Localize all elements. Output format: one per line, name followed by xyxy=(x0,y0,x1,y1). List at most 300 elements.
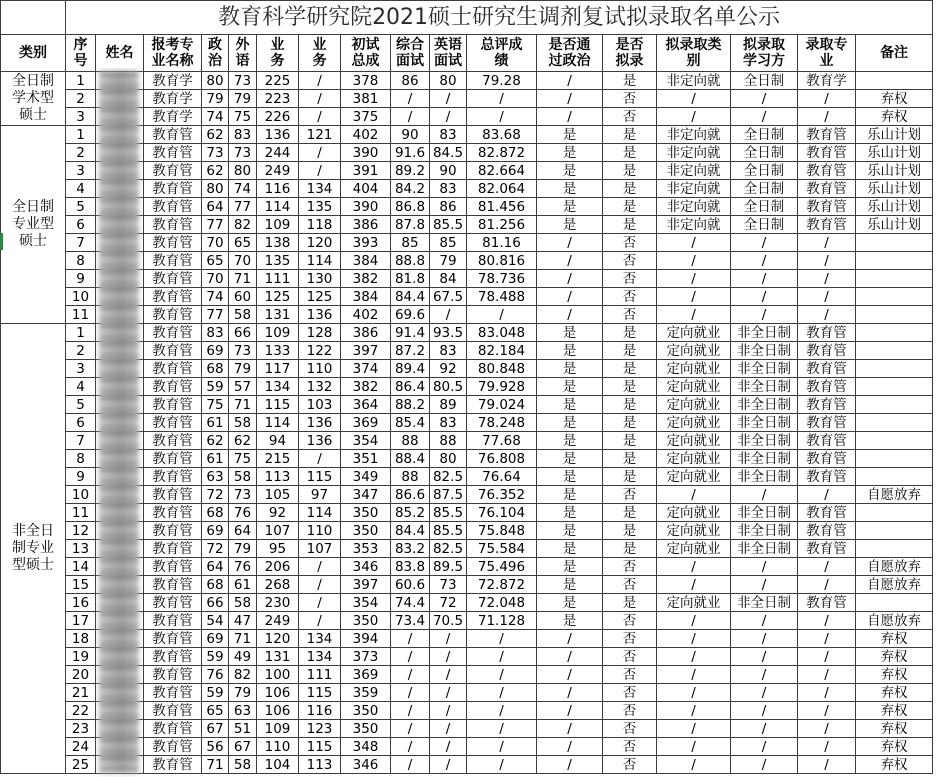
politics-pass-cell[interactable]: 是 xyxy=(537,126,603,144)
applied-major-cell[interactable]: 教育管 xyxy=(144,162,202,180)
politics-score-cell[interactable]: 59 xyxy=(202,684,229,702)
admit-flag-header[interactable]: 是否 拟录 xyxy=(603,35,657,72)
english-interview-cell[interactable]: 93.5 xyxy=(430,324,467,342)
remark-cell[interactable]: 弃权 xyxy=(856,108,933,126)
preliminary-total-cell[interactable]: 350 xyxy=(341,504,391,522)
overall-score-cell[interactable]: / xyxy=(467,756,537,774)
english-interview-cell[interactable]: 70.5 xyxy=(430,612,467,630)
applied-major-cell[interactable]: 教育管 xyxy=(144,270,202,288)
comprehensive-interview-cell[interactable]: 89.2 xyxy=(391,162,430,180)
english-interview-cell[interactable]: 83 xyxy=(430,180,467,198)
admit-flag-cell[interactable]: 否 xyxy=(603,684,657,702)
english-interview-cell[interactable]: / xyxy=(430,738,467,756)
comprehensive-interview-cell[interactable]: 60.6 xyxy=(391,576,430,594)
politics-score-cell[interactable]: 75 xyxy=(202,396,229,414)
subject1-score-cell[interactable]: 244 xyxy=(257,144,299,162)
applied-major-cell[interactable]: 教育管 xyxy=(144,414,202,432)
remark-cell[interactable]: 自愿放弃 xyxy=(856,486,933,504)
admit-flag-cell[interactable]: 是 xyxy=(603,522,657,540)
overall-score-cell[interactable]: / xyxy=(467,702,537,720)
applied-major-cell[interactable]: 教育学 xyxy=(144,108,202,126)
seq-cell[interactable]: 9 xyxy=(66,270,96,288)
seq-cell[interactable]: 11 xyxy=(66,504,96,522)
remark-cell[interactable] xyxy=(856,504,933,522)
seq-cell[interactable]: 6 xyxy=(66,414,96,432)
study-mode-cell[interactable]: / xyxy=(731,612,798,630)
seq-cell[interactable]: 24 xyxy=(66,738,96,756)
preliminary-total-cell[interactable]: 369 xyxy=(341,414,391,432)
preliminary-total-header[interactable]: 初试 总成 xyxy=(341,35,391,72)
study-mode-cell[interactable]: 非全日制 xyxy=(731,324,798,342)
subject2-score-cell[interactable]: / xyxy=(299,576,341,594)
overall-score-cell[interactable]: 80.848 xyxy=(467,360,537,378)
politics-pass-cell[interactable]: 是 xyxy=(537,486,603,504)
comprehensive-interview-cell[interactable]: 81.8 xyxy=(391,270,430,288)
name-cell[interactable] xyxy=(96,468,144,486)
admitted-major-cell[interactable]: / xyxy=(798,252,856,270)
name-cell[interactable] xyxy=(96,378,144,396)
study-mode-cell[interactable]: 全日制 xyxy=(731,162,798,180)
applied-major-cell[interactable]: 教育管 xyxy=(144,720,202,738)
english-interview-cell[interactable]: 84.5 xyxy=(430,144,467,162)
subject2-score-cell[interactable]: / xyxy=(299,612,341,630)
name-cell[interactable] xyxy=(96,270,144,288)
politics-pass-cell[interactable]: / xyxy=(537,108,603,126)
study-mode-cell[interactable]: / xyxy=(731,738,798,756)
name-cell[interactable] xyxy=(96,756,144,774)
comprehensive-interview-cell[interactable]: 84.4 xyxy=(391,288,430,306)
name-cell[interactable] xyxy=(96,144,144,162)
subject1-score-cell[interactable]: 226 xyxy=(257,108,299,126)
remark-cell[interactable] xyxy=(856,594,933,612)
admitted-major-cell[interactable]: 教育管 xyxy=(798,540,856,558)
politics-pass-cell[interactable]: 是 xyxy=(537,180,603,198)
overall-score-cell[interactable]: 76.104 xyxy=(467,504,537,522)
politics-pass-cell[interactable]: / xyxy=(537,288,603,306)
overall-score-cell[interactable]: 76.808 xyxy=(467,450,537,468)
english-interview-cell[interactable]: 79 xyxy=(430,252,467,270)
remark-cell[interactable]: 弃权 xyxy=(856,630,933,648)
politics-score-cell[interactable]: 77 xyxy=(202,306,229,324)
name-cell[interactable] xyxy=(96,738,144,756)
admitted-major-cell[interactable]: / xyxy=(798,648,856,666)
overall-score-cell[interactable]: / xyxy=(467,306,537,324)
study-mode-cell[interactable]: 全日制 xyxy=(731,126,798,144)
name-cell[interactable] xyxy=(96,540,144,558)
preliminary-total-cell[interactable]: 402 xyxy=(341,306,391,324)
overall-score-cell[interactable]: 79.28 xyxy=(467,72,537,90)
english-interview-cell[interactable]: 85.5 xyxy=(430,216,467,234)
comprehensive-interview-cell[interactable]: / xyxy=(391,720,430,738)
name-cell[interactable] xyxy=(96,126,144,144)
english-interview-cell[interactable]: 80 xyxy=(430,72,467,90)
admitted-major-cell[interactable]: / xyxy=(798,756,856,774)
remark-cell[interactable] xyxy=(856,522,933,540)
politics-score-cell[interactable]: 67 xyxy=(202,720,229,738)
applied-major-cell[interactable]: 教育管 xyxy=(144,522,202,540)
seq-cell[interactable]: 4 xyxy=(66,378,96,396)
study-mode-cell[interactable]: / xyxy=(731,630,798,648)
subject1-score-cell[interactable]: 92 xyxy=(257,504,299,522)
admitted-major-cell[interactable]: 教育管 xyxy=(798,414,856,432)
politics-score-cell[interactable]: 72 xyxy=(202,486,229,504)
admitted-major-cell[interactable]: / xyxy=(798,576,856,594)
subject2-score-cell[interactable]: 97 xyxy=(299,486,341,504)
remark-cell[interactable]: 弃权 xyxy=(856,702,933,720)
subject2-score-cell[interactable]: 115 xyxy=(299,738,341,756)
english-interview-cell[interactable]: 82.5 xyxy=(430,540,467,558)
subject2-score-cell[interactable]: / xyxy=(299,594,341,612)
politics-score-cell[interactable]: 77 xyxy=(202,216,229,234)
politics-score-cell[interactable]: 62 xyxy=(202,162,229,180)
seq-cell[interactable]: 3 xyxy=(66,162,96,180)
admission-type-cell[interactable]: / xyxy=(657,684,731,702)
admit-flag-cell[interactable]: 否 xyxy=(603,306,657,324)
admission-type-cell[interactable]: 定向就业 xyxy=(657,378,731,396)
subject1-score-cell[interactable]: 107 xyxy=(257,522,299,540)
politics-pass-header[interactable]: 是否通 过政治 xyxy=(537,35,603,72)
admitted-major-cell[interactable]: / xyxy=(798,270,856,288)
english-interview-cell[interactable]: 88 xyxy=(430,432,467,450)
politics-score-cell[interactable]: 66 xyxy=(202,594,229,612)
subject1-score-cell[interactable]: 131 xyxy=(257,306,299,324)
english-interview-cell[interactable]: 82.5 xyxy=(430,468,467,486)
name-cell[interactable] xyxy=(96,162,144,180)
subject2-score-cell[interactable]: 130 xyxy=(299,270,341,288)
politics-score-cell[interactable]: 68 xyxy=(202,360,229,378)
seq-cell[interactable]: 25 xyxy=(66,756,96,774)
name-cell[interactable] xyxy=(96,594,144,612)
admit-flag-cell[interactable]: 是 xyxy=(603,378,657,396)
remark-cell[interactable]: 乐山计划 xyxy=(856,180,933,198)
name-cell[interactable] xyxy=(96,486,144,504)
overall-score-cell[interactable]: 78.248 xyxy=(467,414,537,432)
remark-cell[interactable] xyxy=(856,270,933,288)
admission-type-cell[interactable]: 定向就业 xyxy=(657,324,731,342)
admit-flag-cell[interactable]: 是 xyxy=(603,342,657,360)
name-cell[interactable] xyxy=(96,630,144,648)
foreign-language-score-cell[interactable]: 62 xyxy=(229,432,257,450)
politics-pass-cell[interactable]: / xyxy=(537,306,603,324)
admission-type-cell[interactable]: / xyxy=(657,234,731,252)
politics-score-cell[interactable]: 61 xyxy=(202,450,229,468)
remark-cell[interactable] xyxy=(856,234,933,252)
admission-type-cell[interactable]: / xyxy=(657,486,731,504)
remark-cell[interactable]: 弃权 xyxy=(856,648,933,666)
study-mode-cell[interactable]: 全日制 xyxy=(731,72,798,90)
study-mode-cell[interactable]: 非全日制 xyxy=(731,504,798,522)
preliminary-total-cell[interactable]: 402 xyxy=(341,126,391,144)
remark-cell[interactable] xyxy=(856,414,933,432)
comprehensive-interview-cell[interactable]: / xyxy=(391,90,430,108)
foreign-language-score-cell[interactable]: 58 xyxy=(229,306,257,324)
english-interview-cell[interactable]: / xyxy=(430,756,467,774)
admit-flag-cell[interactable]: 否 xyxy=(603,576,657,594)
english-interview-cell[interactable]: / xyxy=(430,702,467,720)
admitted-major-cell[interactable]: 教育管 xyxy=(798,468,856,486)
comprehensive-interview-cell[interactable]: 89.4 xyxy=(391,360,430,378)
remark-cell[interactable] xyxy=(856,288,933,306)
overall-score-cell[interactable]: 75.848 xyxy=(467,522,537,540)
name-cell[interactable] xyxy=(96,432,144,450)
name-cell[interactable] xyxy=(96,396,144,414)
seq-cell[interactable]: 23 xyxy=(66,720,96,738)
subject1-score-cell[interactable]: 225 xyxy=(257,72,299,90)
applied-major-cell[interactable]: 教育管 xyxy=(144,144,202,162)
foreign-language-score-cell[interactable]: 83 xyxy=(229,126,257,144)
seq-cell[interactable]: 10 xyxy=(66,486,96,504)
politics-score-cell[interactable]: 65 xyxy=(202,252,229,270)
politics-score-cell[interactable]: 70 xyxy=(202,270,229,288)
subject2-score-cell[interactable]: 136 xyxy=(299,414,341,432)
admission-type-cell[interactable]: / xyxy=(657,108,731,126)
category-header[interactable]: 类别 xyxy=(1,35,66,72)
subject1-score-cell[interactable]: 125 xyxy=(257,288,299,306)
admitted-major-cell[interactable]: / xyxy=(798,630,856,648)
admitted-major-cell[interactable]: 教育管 xyxy=(798,324,856,342)
admitted-major-cell[interactable]: 教育管 xyxy=(798,198,856,216)
page-title[interactable]: 教育科学研究院2021硕士研究生调剂复试拟录取名单公示 xyxy=(66,1,933,35)
seq-header[interactable]: 序 号 xyxy=(66,35,96,72)
study-mode-cell[interactable]: / xyxy=(731,306,798,324)
politics-pass-cell[interactable]: 是 xyxy=(537,612,603,630)
admitted-major-cell[interactable]: / xyxy=(798,90,856,108)
preliminary-total-cell[interactable]: 374 xyxy=(341,360,391,378)
admit-flag-cell[interactable]: 否 xyxy=(603,234,657,252)
study-mode-cell[interactable]: 非全日制 xyxy=(731,450,798,468)
subject2-score-cell[interactable]: 134 xyxy=(299,180,341,198)
study-mode-cell[interactable]: 非全日制 xyxy=(731,414,798,432)
admitted-major-cell[interactable]: 教育学 xyxy=(798,72,856,90)
preliminary-total-cell[interactable]: 382 xyxy=(341,378,391,396)
overall-score-cell[interactable]: 78.736 xyxy=(467,270,537,288)
admitted-major-cell[interactable]: / xyxy=(798,684,856,702)
subject1-score-cell[interactable]: 114 xyxy=(257,198,299,216)
seq-cell[interactable]: 3 xyxy=(66,108,96,126)
overall-score-cell[interactable]: 82.064 xyxy=(467,180,537,198)
admit-flag-cell[interactable]: 是 xyxy=(603,414,657,432)
subject2-score-cell[interactable]: 120 xyxy=(299,234,341,252)
comprehensive-interview-cell[interactable]: / xyxy=(391,630,430,648)
foreign-language-score-cell[interactable]: 73 xyxy=(229,342,257,360)
subject1-header[interactable]: 业 务 xyxy=(257,35,299,72)
subject2-score-cell[interactable]: 125 xyxy=(299,288,341,306)
subject1-score-cell[interactable]: 110 xyxy=(257,738,299,756)
foreign-language-score-cell[interactable]: 64 xyxy=(229,522,257,540)
study-mode-cell[interactable]: 非全日制 xyxy=(731,468,798,486)
subject1-score-cell[interactable]: 94 xyxy=(257,432,299,450)
politics-pass-cell[interactable]: / xyxy=(537,252,603,270)
category-cell[interactable]: 非全日 制专业 型硕士 xyxy=(1,324,66,774)
english-interview-cell[interactable]: 83 xyxy=(430,342,467,360)
admit-flag-cell[interactable]: 否 xyxy=(603,90,657,108)
subject1-score-cell[interactable]: 135 xyxy=(257,252,299,270)
preliminary-total-cell[interactable]: 347 xyxy=(341,486,391,504)
preliminary-total-cell[interactable]: 394 xyxy=(341,630,391,648)
study-mode-cell[interactable]: / xyxy=(731,720,798,738)
foreign-language-score-cell[interactable]: 58 xyxy=(229,414,257,432)
english-interview-cell[interactable]: 85.5 xyxy=(430,522,467,540)
preliminary-total-cell[interactable]: 353 xyxy=(341,540,391,558)
foreign-language-score-cell[interactable]: 79 xyxy=(229,684,257,702)
applied-major-cell[interactable]: 教育管 xyxy=(144,324,202,342)
comprehensive-interview-cell[interactable]: / xyxy=(391,756,430,774)
politics-pass-cell[interactable]: 是 xyxy=(537,396,603,414)
admitted-major-cell[interactable]: 教育管 xyxy=(798,360,856,378)
seq-cell[interactable]: 11 xyxy=(66,306,96,324)
english-interview-cell[interactable]: / xyxy=(430,306,467,324)
politics-pass-cell[interactable]: / xyxy=(537,738,603,756)
admit-flag-cell[interactable]: 否 xyxy=(603,486,657,504)
study-mode-cell[interactable]: 全日制 xyxy=(731,216,798,234)
study-mode-cell[interactable]: / xyxy=(731,288,798,306)
english-interview-cell[interactable]: 89 xyxy=(430,396,467,414)
politics-score-cell[interactable]: 64 xyxy=(202,558,229,576)
preliminary-total-cell[interactable]: 397 xyxy=(341,342,391,360)
remark-cell[interactable]: 弃权 xyxy=(856,684,933,702)
name-cell[interactable] xyxy=(96,324,144,342)
foreign-language-score-cell[interactable]: 60 xyxy=(229,288,257,306)
admission-type-cell[interactable]: 非定向就 xyxy=(657,144,731,162)
preliminary-total-cell[interactable]: 346 xyxy=(341,558,391,576)
admit-flag-cell[interactable]: 否 xyxy=(603,666,657,684)
comprehensive-interview-cell[interactable]: 74.4 xyxy=(391,594,430,612)
study-mode-header[interactable]: 拟录取 学习方 xyxy=(731,35,798,72)
admission-type-cell[interactable]: 定向就业 xyxy=(657,414,731,432)
remark-cell[interactable]: 自愿放弃 xyxy=(856,612,933,630)
overall-score-cell[interactable]: 75.584 xyxy=(467,540,537,558)
study-mode-cell[interactable]: / xyxy=(731,684,798,702)
comprehensive-interview-cell[interactable]: 86.6 xyxy=(391,486,430,504)
applied-major-cell[interactable]: 教育学 xyxy=(144,90,202,108)
applied-major-cell[interactable]: 教育管 xyxy=(144,378,202,396)
name-cell[interactable] xyxy=(96,558,144,576)
applied-major-cell[interactable]: 教育管 xyxy=(144,432,202,450)
foreign-language-score-cell[interactable]: 71 xyxy=(229,270,257,288)
foreign-language-score-cell[interactable]: 75 xyxy=(229,450,257,468)
comprehensive-interview-cell[interactable]: / xyxy=(391,666,430,684)
subject1-score-cell[interactable]: 109 xyxy=(257,720,299,738)
study-mode-cell[interactable]: / xyxy=(731,558,798,576)
study-mode-cell[interactable]: 非全日制 xyxy=(731,360,798,378)
admit-flag-cell[interactable]: 是 xyxy=(603,594,657,612)
overall-score-cell[interactable]: / xyxy=(467,684,537,702)
politics-pass-cell[interactable]: 是 xyxy=(537,504,603,522)
politics-pass-cell[interactable]: 是 xyxy=(537,576,603,594)
admit-flag-cell[interactable]: 是 xyxy=(603,180,657,198)
admitted-major-cell[interactable]: / xyxy=(798,288,856,306)
english-interview-cell[interactable]: 83 xyxy=(430,126,467,144)
category-cell[interactable]: 全日制 专业型 硕士 xyxy=(1,126,66,324)
remark-cell[interactable]: 乐山计划 xyxy=(856,126,933,144)
title-corner-cell[interactable] xyxy=(1,1,66,35)
remark-header[interactable]: 备注 xyxy=(856,35,933,72)
admitted-major-cell[interactable]: / xyxy=(798,234,856,252)
seq-cell[interactable]: 9 xyxy=(66,468,96,486)
english-interview-cell[interactable]: / xyxy=(430,648,467,666)
seq-cell[interactable]: 17 xyxy=(66,612,96,630)
admission-type-cell[interactable]: 定向就业 xyxy=(657,594,731,612)
preliminary-total-cell[interactable]: 350 xyxy=(341,612,391,630)
preliminary-total-cell[interactable]: 390 xyxy=(341,144,391,162)
admission-type-cell[interactable]: / xyxy=(657,252,731,270)
name-cell[interactable] xyxy=(96,684,144,702)
subject2-score-cell[interactable]: 122 xyxy=(299,342,341,360)
study-mode-cell[interactable]: 非全日制 xyxy=(731,342,798,360)
admitted-major-cell[interactable]: / xyxy=(798,720,856,738)
foreign-language-score-cell[interactable]: 79 xyxy=(229,90,257,108)
subject2-score-cell[interactable]: 114 xyxy=(299,504,341,522)
admit-flag-cell[interactable]: 否 xyxy=(603,612,657,630)
seq-cell[interactable]: 15 xyxy=(66,576,96,594)
foreign-language-score-cell[interactable]: 58 xyxy=(229,594,257,612)
admit-flag-cell[interactable]: 否 xyxy=(603,648,657,666)
subject2-score-cell[interactable]: 128 xyxy=(299,324,341,342)
comprehensive-interview-cell[interactable]: 85.2 xyxy=(391,504,430,522)
subject2-score-cell[interactable]: / xyxy=(299,90,341,108)
admission-type-cell[interactable]: 定向就业 xyxy=(657,540,731,558)
applied-major-cell[interactable]: 教育管 xyxy=(144,468,202,486)
subject2-score-cell[interactable]: 132 xyxy=(299,378,341,396)
overall-score-cell[interactable]: 79.024 xyxy=(467,396,537,414)
admitted-major-cell[interactable]: 教育管 xyxy=(798,126,856,144)
seq-cell[interactable]: 10 xyxy=(66,288,96,306)
subject1-score-cell[interactable]: 138 xyxy=(257,234,299,252)
comprehensive-interview-cell[interactable]: 83.2 xyxy=(391,540,430,558)
admission-type-cell[interactable]: / xyxy=(657,756,731,774)
study-mode-cell[interactable]: / xyxy=(731,252,798,270)
subject2-score-cell[interactable]: 115 xyxy=(299,684,341,702)
preliminary-total-cell[interactable]: 393 xyxy=(341,234,391,252)
category-cell[interactable]: 全日制 学术型 硕士 xyxy=(1,72,66,126)
english-interview-cell[interactable]: / xyxy=(430,720,467,738)
politics-pass-cell[interactable]: / xyxy=(537,756,603,774)
foreign-language-score-cell[interactable]: 76 xyxy=(229,504,257,522)
admit-flag-cell[interactable]: 是 xyxy=(603,126,657,144)
name-cell[interactable] xyxy=(96,648,144,666)
admitted-major-cell[interactable]: 教育管 xyxy=(798,378,856,396)
english-interview-cell[interactable]: / xyxy=(430,90,467,108)
foreign-language-score-cell[interactable]: 51 xyxy=(229,720,257,738)
english-interview-cell[interactable]: 72 xyxy=(430,594,467,612)
remark-cell[interactable]: 弃权 xyxy=(856,90,933,108)
politics-score-cell[interactable]: 74 xyxy=(202,288,229,306)
foreign-language-score-cell[interactable]: 47 xyxy=(229,612,257,630)
subject1-score-cell[interactable]: 268 xyxy=(257,576,299,594)
subject2-score-cell[interactable]: 134 xyxy=(299,648,341,666)
remark-cell[interactable] xyxy=(856,540,933,558)
preliminary-total-cell[interactable]: 390 xyxy=(341,198,391,216)
politics-pass-cell[interactable]: 是 xyxy=(537,594,603,612)
admitted-major-cell[interactable]: 教育管 xyxy=(798,396,856,414)
comprehensive-interview-cell[interactable]: / xyxy=(391,702,430,720)
foreign-language-score-cell[interactable]: 49 xyxy=(229,648,257,666)
preliminary-total-cell[interactable]: 350 xyxy=(341,702,391,720)
preliminary-total-cell[interactable]: 386 xyxy=(341,324,391,342)
comprehensive-interview-cell[interactable]: 88.4 xyxy=(391,450,430,468)
remark-cell[interactable]: 乐山计划 xyxy=(856,162,933,180)
subject1-score-cell[interactable]: 109 xyxy=(257,216,299,234)
admission-type-cell[interactable]: / xyxy=(657,288,731,306)
preliminary-total-cell[interactable]: 404 xyxy=(341,180,391,198)
comprehensive-interview-cell[interactable]: / xyxy=(391,648,430,666)
admission-type-cell[interactable]: / xyxy=(657,666,731,684)
politics-score-cell[interactable]: 69 xyxy=(202,342,229,360)
name-cell[interactable] xyxy=(96,450,144,468)
foreign-language-score-cell[interactable]: 73 xyxy=(229,72,257,90)
politics-pass-cell[interactable]: 是 xyxy=(537,144,603,162)
study-mode-cell[interactable]: / xyxy=(731,756,798,774)
